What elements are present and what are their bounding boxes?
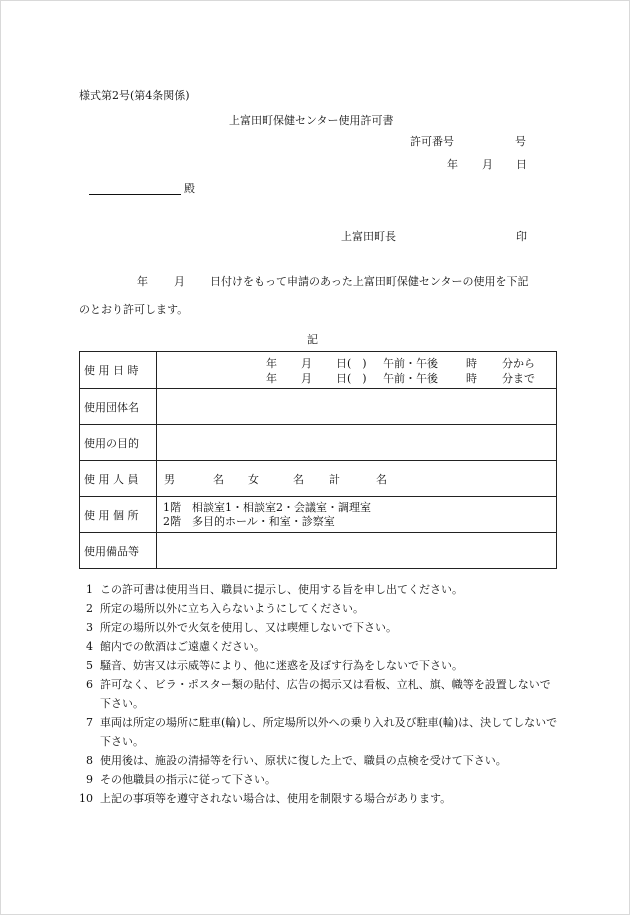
dt-day: 日( ): [336, 357, 367, 370]
permit-details-table: [79, 351, 557, 569]
dt-hour: 時: [466, 357, 477, 370]
table-row-locations: [80, 497, 557, 533]
permit-number-label: 許可番号: [410, 135, 454, 148]
note-number: 1: [86, 583, 93, 596]
note-number: 10: [79, 792, 93, 805]
list-item: [79, 675, 559, 713]
purpose-field[interactable]: [157, 425, 557, 461]
body-sentence-text: 日付けをもって申請のあった上富田町保健センターの使用を下記: [210, 275, 529, 288]
datetime-from-line: [163, 355, 556, 370]
note-text: 騒音、妨害又は示威等により、他に迷惑を及ぼす行為をしないで下さい。: [100, 659, 463, 672]
list-item: [79, 618, 559, 637]
issue-date-month: 月: [482, 158, 493, 171]
datetime-field[interactable]: [157, 352, 557, 389]
body-sentence-line2: のとおり許可します。: [79, 303, 189, 316]
persons-total: 計: [329, 473, 340, 486]
persons-unit: 名: [293, 473, 304, 486]
dt-ampm: 午前・午後: [383, 357, 438, 370]
row-label: 使用団体名: [80, 389, 157, 425]
dt-year: 年: [266, 357, 277, 370]
row-label: 使 用 人 員: [80, 461, 157, 497]
note-text: 上記の事項等を遵守されない場合は、使用を制限する場合があります。: [100, 792, 452, 805]
form-number: 様式第2号(第4条関係): [79, 89, 190, 102]
note-text: 車両は所定の場所に駐車(輪)し、所定場所以外への乗り入れ及び駐車(輪)は、決してしないで下さい。: [100, 716, 558, 748]
list-item: [79, 599, 559, 618]
seal-mark: 印: [516, 230, 527, 243]
list-item: [79, 656, 559, 675]
persons-female: 女: [248, 473, 259, 486]
dt-month: 月: [301, 372, 312, 385]
note-number: 9: [86, 773, 93, 786]
dt-from: 分から: [502, 357, 535, 370]
persons-unit: 名: [376, 473, 387, 486]
note-text: 使用後は、施設の清掃等を行い、原状に復した上で、職員の点検を受けて下さい。: [100, 754, 507, 767]
list-item: [79, 637, 559, 656]
dt-month: 月: [301, 357, 312, 370]
list-item: [79, 713, 559, 751]
note-text: この許可書は使用当日、職員に提示し、使用する旨を申し出てください。: [100, 583, 463, 596]
ki-heading: 記: [307, 333, 318, 346]
dt-ampm: 午前・午後: [383, 372, 438, 385]
locations-floor1: 1階 相談室1・相談室2・会議室・調理室: [163, 500, 371, 514]
document-title: 上富田町保健センター使用許可書: [229, 114, 394, 127]
note-text: その他職員の指示に従って下さい。: [100, 773, 276, 786]
note-text: 所定の場所以外で火気を使用し、又は喫煙しないで下さい。: [100, 621, 397, 634]
note-text: 所定の場所以外に立ち入らないようにしてください。: [100, 602, 364, 615]
addressee-honorific: 殿: [184, 182, 195, 195]
row-label: 使用の目的: [80, 425, 157, 461]
persons-line: [163, 471, 556, 486]
locations-floor2: 2階 多目的ホール・和室・診察室: [163, 514, 335, 528]
note-number: 7: [86, 716, 93, 729]
dt-hour: 時: [466, 372, 477, 385]
list-item: [79, 770, 559, 789]
notes-list: [79, 580, 559, 808]
table-row-persons: [80, 461, 557, 497]
dt-year: 年: [266, 372, 277, 385]
body-sentence-line1: [79, 275, 559, 289]
note-number: 6: [86, 678, 93, 691]
addressee-underline: [89, 194, 181, 195]
list-item: [79, 580, 559, 599]
issuer-name: 上富田町長: [341, 230, 396, 243]
note-number: 4: [86, 640, 93, 653]
note-number: 5: [86, 659, 93, 672]
body-month: 月: [174, 275, 185, 288]
note-text: 館内での飲酒はご遠慮ください。: [100, 640, 265, 653]
table-row-datetime: [80, 352, 557, 389]
row-label: 使 用 個 所: [80, 497, 157, 533]
list-item: [79, 789, 559, 808]
group-name-field[interactable]: [157, 389, 557, 425]
persons-male: 男: [164, 473, 175, 486]
table-row-group: [80, 389, 557, 425]
table-row-purpose: [80, 425, 557, 461]
persons-field[interactable]: [157, 461, 557, 497]
row-label: 使用備品等: [80, 533, 157, 569]
dt-to: 分まで: [502, 372, 535, 385]
note-number: 3: [86, 621, 93, 634]
dt-day: 日( ): [336, 372, 367, 385]
locations-field[interactable]: [157, 497, 557, 533]
body-year: 年: [137, 275, 148, 288]
table-row-equipment: [80, 533, 557, 569]
note-number: 2: [86, 602, 93, 615]
permit-number-suffix: 号: [515, 135, 526, 148]
issue-date-year: 年: [447, 158, 458, 171]
datetime-to-line: [163, 370, 556, 385]
issue-date-day: 日: [516, 158, 527, 171]
note-number: 8: [86, 754, 93, 767]
row-label: 使 用 日 時: [80, 352, 157, 389]
note-text: 許可なく、ビラ・ポスター類の貼付、広告の掲示又は看板、立札、旗、幟等を設置しないで下さい。: [100, 678, 551, 710]
persons-unit: 名: [213, 473, 224, 486]
equipment-field[interactable]: [157, 533, 557, 569]
list-item: [79, 751, 559, 770]
